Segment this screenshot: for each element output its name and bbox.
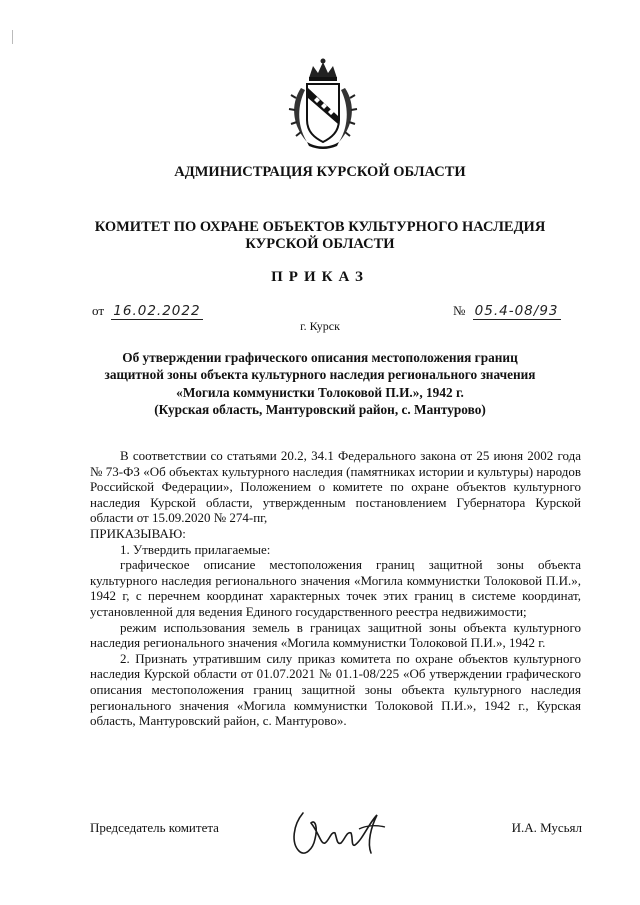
signatory-title: Председатель комитета (90, 820, 219, 835)
title-line2: защитной зоны объекта культурного наследия регионального значения (104, 367, 536, 383)
city: г. Курск (300, 319, 340, 333)
committee-heading-line2: КУРСКОЙ ОБЛАСТИ (245, 236, 395, 252)
date-line (92, 303, 203, 320)
paragraph-item-1: 1. Утвердить прилагаемые: (120, 541, 271, 557)
date-prefix: от (92, 303, 105, 318)
title-line3: «Могила коммунистки Толоковой П.И.», 1942 г. (176, 384, 464, 400)
document-type: ПРИКАЗ (271, 269, 369, 285)
coat-of-arms-icon (287, 58, 359, 150)
title-line1: Об утверждении графического описания местоположения границ (122, 350, 518, 365)
signatory-name: И.А. Мусьял (511, 820, 582, 835)
title-line4: (Курская область, Мантуровский район, с. Мантурово) (154, 401, 486, 417)
administration-heading: АДМИНИСТРАЦИЯ КУРСКОЙ ОБЛАСТИ (174, 164, 466, 180)
paragraph-item-2: 2. Признать утратившим силу приказ комитета по охране объектов культурного наследия Курской области от 01.07.2021 № 01.1-08/225 «Об утверждении графического описания местоположения границ защитной зоны объекта культурного наследия регионального значения «Могила коммунистки Толоковой П.И.», 1942 г., Курская область, Мантуровский район, с. Мантурово». (90, 650, 581, 729)
committee-heading (0, 219, 640, 253)
scan-margin-mark (12, 30, 13, 44)
handwritten-signature-icon (285, 803, 395, 861)
document-title (60, 349, 580, 418)
document-body (90, 448, 581, 729)
paragraph-graphic-description: графическое описание местоположения границ защитной зоны объекта культурного наследия регионального значения «Могила коммунистки Толоковой П.И.», 1942 г, с перечнем координат характерных точек этих границ в системе координат, установленной для ведения Единого государственного реестра недвижимости; (90, 557, 581, 619)
number-line (453, 303, 561, 320)
paragraph-land-use-regime: режим использования земель в границах защитной зоны объекта культурного наследия регионального значения «Могила коммунистки Толоковой П.И.», 1942 г. (90, 619, 581, 651)
handwritten-date: 16.02.2022 (113, 303, 201, 319)
number-prefix: № (453, 303, 466, 318)
handwritten-number: 05.4-08/93 (474, 303, 559, 319)
paragraph-order-word: ПРИКАЗЫВАЮ: (90, 525, 186, 541)
paragraph-preamble: В соответствии со статьями 20.2, 34.1 Федерального закона от 25 июня 2002 года № 73-ФЗ «Об объектах культурного наследия (памятниках истории и культуры) народов Российской Федерации», Положением о комитете по охране объектов культурного наследия Курской области, утвержденным постановлением Губернатора Курской области от 15.09.2020 № 274-пг, (90, 448, 581, 526)
committee-heading-line1: КОМИТЕТ ПО ОХРАНЕ ОБЪЕКТОВ КУЛЬТУРНОГО НАСЛЕДИЯ (94, 219, 546, 235)
